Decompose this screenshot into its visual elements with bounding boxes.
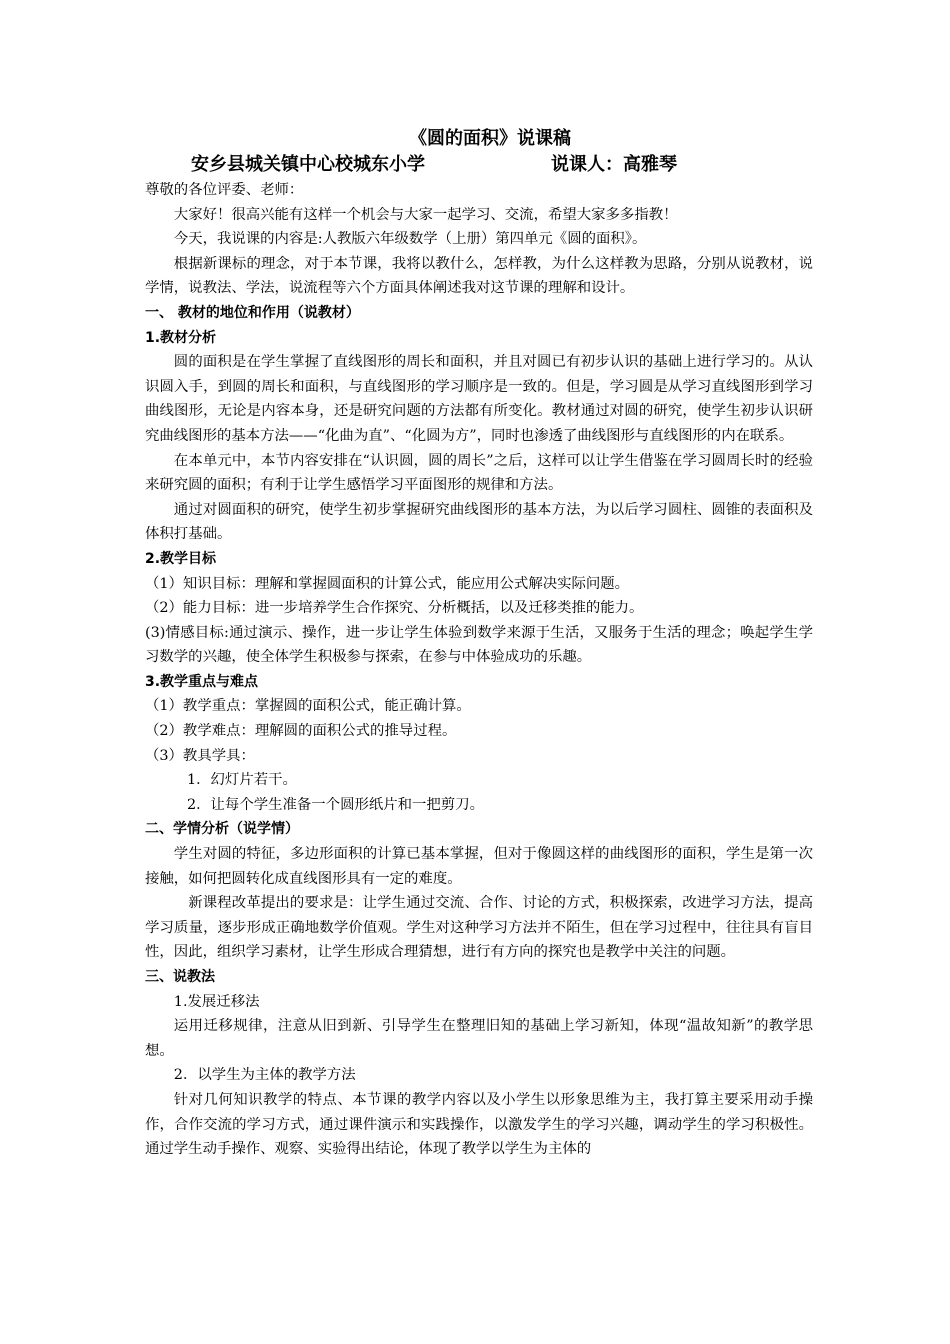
method-2-text: 针对几何知识教学的特点、本节课的教学内容以及小学生以形象思维为主，我打算主要采用动手操作，合作交流的学习方式，通过课件演示和实践操作，以激发学生的学习兴趣，调动学生的学习积极性。通过学生动手操作、观察、实验得出结论，体现了教学以学生为主体的 — [145, 1091, 813, 1158]
document-title: 《圆的面积》说课稿 — [409, 128, 571, 149]
section-3-heading: 三、说教法 — [145, 969, 215, 985]
section-1-2-heading: 2.教学目标 — [145, 550, 217, 567]
section-1-1-heading: 1.教材分析 — [145, 329, 217, 346]
goal-knowledge: （1）知识目标：理解和掌握圆面积的计算公式，能应用公式解决实际问题。 — [145, 575, 630, 592]
analysis-paragraph-3: 通过对圆面积的研究，使学生初步掌握研究曲线图形的基本方法，为以后学习圆柱、圆锥的表面积及体积打基础。 — [145, 501, 813, 543]
difficult-point: （2）教学难点：理解圆的面积公式的推导过程。 — [145, 723, 457, 740]
method-1-text: 运用迁移规律，注意从旧到新、引导学生在整理旧知的基础上学习新知，体现“温故知新”的教学思想。 — [145, 1018, 813, 1059]
intro-paragraph-2: 今天，我说课的内容是:人教版六年级数学（上册）第四单元《圆的面积》。 — [173, 231, 647, 248]
student-paragraph-1: 学生对圆的特征，多边形面积的计算已基本掌握，但对于像圆这样的曲线图形的面积，学生是第一次接触，如何把圆转化成直线图形具有一定的难度。 — [145, 846, 813, 887]
tool-item-1: 1．幻灯片若干。 — [187, 772, 297, 789]
section-1-heading: 一、 教材的地位和作用（说教材） — [145, 304, 360, 321]
intro-paragraph-3: 根据新课标的理念，对于本节课，我将以教什么，怎样教，为什么这样教为思路，分别从说教材，说学情，说教法、学法，说流程等六个方面具体阐述我对这节课的理解和设计。 — [145, 255, 813, 297]
speaker-name: 说课人：高雅琴 — [551, 154, 677, 175]
teaching-tools: （3）教具学具： — [145, 747, 255, 764]
goal-emotion: (3)情感目标:通过演示、操作，进一步让学生体验到数学来源于生活，又服务于生活的理念；唤起学生学习数学的兴趣，使全体学生积极参与探索，在参与中体验成功的乐趣。 — [145, 624, 813, 666]
student-paragraph-2: 新课程改革提出的要求是：让学生通过交流、合作、讨论的方式，积极探索，改进学习方法，提高学习质量，逐步形成正确地数学价值观。学生对这种学习方法并不陌生，但在学习过程中，往往具有盲目性，因此，组织学习素材，让学生形成合理猜想，进行有方向的探究也是教学中关注的问题。 — [145, 895, 813, 961]
analysis-paragraph-1: 圆的面积是在学生掌握了直线图形的周长和面积，并且对圆已有初步认识的基础上进行学习的。从认识圆入手，到圆的周长和面积，与直线图形的学习顺序是一致的。但是，学习圆是从学习直线图形到学习曲线图形，无论是内容本身，还是研究问题的方法都有所变化。教材通过对圆的研究，使学生初步认识研究曲线图形的基本方法——“化曲为直”、“化圆为方”，同时也渗透了曲线图形与直线图形的内在联系。 — [145, 354, 813, 444]
key-point: （1）教学重点：掌握圆的面积公式，能正确计算。 — [145, 698, 471, 715]
analysis-paragraph-2: 在本单元中，本节内容安排在“认识圆，圆的周长”之后，这样可以让学生借鉴在学习圆周长时的经验来研究圆的面积；有利于让学生感悟学习平面图形的规律和方法。 — [145, 452, 813, 494]
greeting: 尊敬的各位评委、老师： — [145, 182, 304, 198]
goal-ability: （2）能力目标：进一步培养学生合作探究、分析概括，以及迁移类推的能力。 — [145, 600, 644, 617]
document-page — [145, 126, 813, 1162]
tool-item-2: 2．让每个学生准备一个圆形纸片和一把剪刀。 — [187, 796, 484, 813]
school-name: 安乡县城关镇中心校城东小学 — [191, 154, 425, 175]
section-2-heading: 二、学情分析（说学情） — [145, 821, 299, 838]
method-1-heading: 1.发展迁移法 — [173, 993, 260, 1010]
method-2-heading: 2．以学生为主体的教学方法 — [173, 1067, 356, 1084]
byline — [145, 152, 813, 178]
intro-paragraph-1: 大家好！很高兴能有这样一个机会与大家一起学习、交流，希望大家多多指教！ — [173, 206, 678, 223]
section-1-3-heading: 3.教学重点与难点 — [145, 673, 259, 690]
